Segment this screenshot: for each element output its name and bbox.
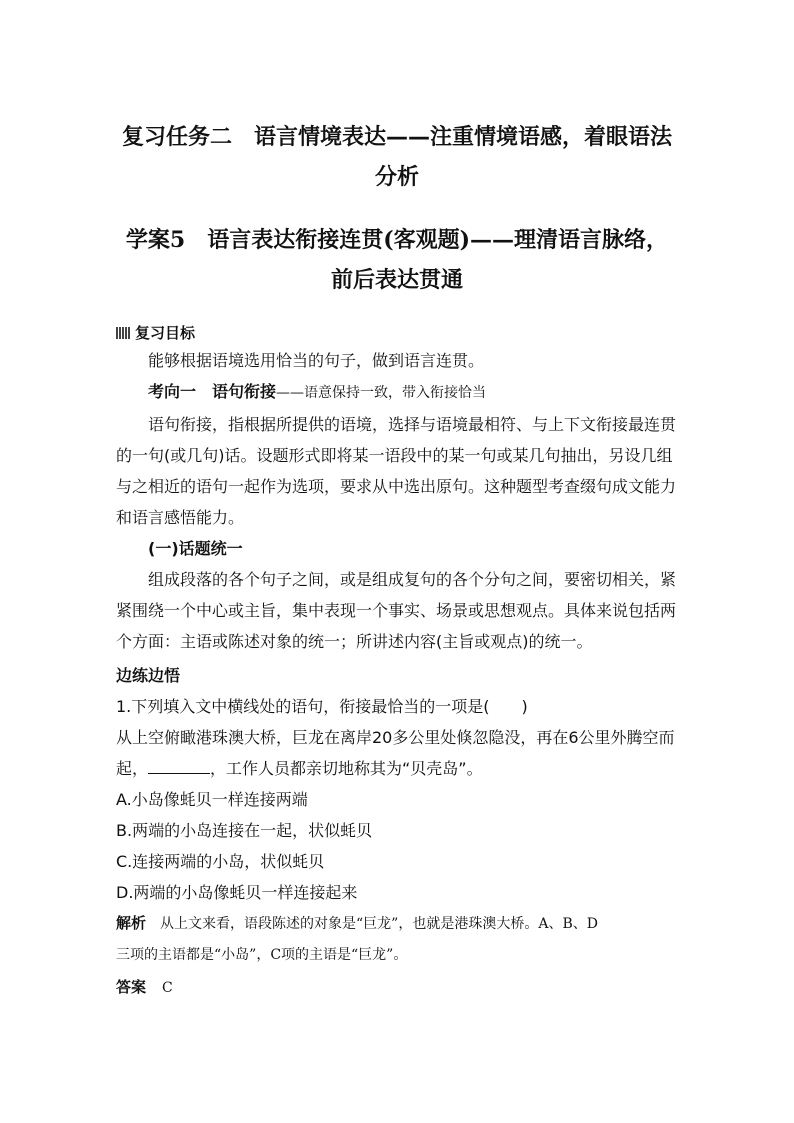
goal-text: 能够根据语境选用恰当的句子，做到语言连贯。: [148, 351, 485, 370]
topic-unity-heading: (一)话题统一: [148, 539, 243, 558]
section-marker-icon: [116, 327, 131, 339]
answer-label: 答案: [116, 978, 147, 996]
answer-blank: [148, 759, 210, 774]
task-title: 复习任务二 语言情境表达——注重情境语感，着眼语法分析: [121, 125, 672, 190]
answer-line: [116, 971, 678, 1004]
option-c: C.连接两端的小岛，状似蚝贝: [116, 852, 325, 871]
option-a: A.小岛像蚝贝一样连接两端: [116, 790, 308, 809]
analysis-label: 解析: [116, 914, 147, 932]
analysis-line-2: 三项的主语都是“小岛”，C项的主语是“巨龙”。: [116, 947, 408, 963]
practice-section: [116, 660, 678, 1004]
review-goal-body: [116, 345, 678, 657]
analysis-line-1: [116, 908, 678, 940]
lesson-title: 学案5 语言表达衔接连贯(客观题)——理清语言脉络，前后表达贯通: [125, 227, 669, 293]
review-goal-label: 复习目标: [135, 324, 196, 342]
practice-heading: 边练边悟: [116, 666, 181, 685]
intro-paragraph: 语句衔接，指根据所提供的语境，选择与语境最相符、与上下文衔接最连贯的一句(或几句)话。设题形式即将某一语段中的某一句或某几句抽出，另设几组与之相近的语句一起作为选项，要求从中选出原句。这种题型考查缀句成文能力和语言感悟能力。: [116, 415, 677, 527]
review-goal-heading: [116, 322, 195, 343]
topic-unity-paragraph: 组成段落的各个句子之间，或是组成复句的各个分句之间，要密切相关，紧紧围绕一个中心或主旨，集中表现一个事实、场景或思想观点。具体来说包括两个方面：主语或陈述对象的统一；所讲述内容(主旨或观点)的统一。: [116, 570, 677, 651]
direction-subtitle: ——语意保持一致，带入衔接恰当: [276, 385, 487, 401]
direction-line: [116, 376, 678, 409]
passage-post: ，工作人员都亲切地称其为“贝壳岛”。: [210, 759, 483, 778]
passage-pre: 起，: [116, 759, 149, 778]
question-stem: 1.下列填入文中横线处的语句，衔接最恰当的一项是( ): [116, 697, 528, 716]
direction-label: 考向一 语句衔接: [148, 382, 277, 401]
option-b: B.两端的小岛连接在一起，状似蚝贝: [116, 821, 373, 840]
passage-line-2: [116, 753, 678, 784]
analysis-text-1: 从上文来看，语段陈述的对象是“巨龙”，也就是港珠澳大桥。A、B、D: [160, 916, 598, 932]
option-d: D.两端的小岛像蚝贝一样连接起来: [116, 883, 358, 902]
answer-value: C: [162, 980, 173, 996]
passage-line-1: 从上空俯瞰港珠澳大桥，巨龙在离岸20多公里处倏忽隐没，再在6公里外腾空而: [116, 728, 675, 747]
